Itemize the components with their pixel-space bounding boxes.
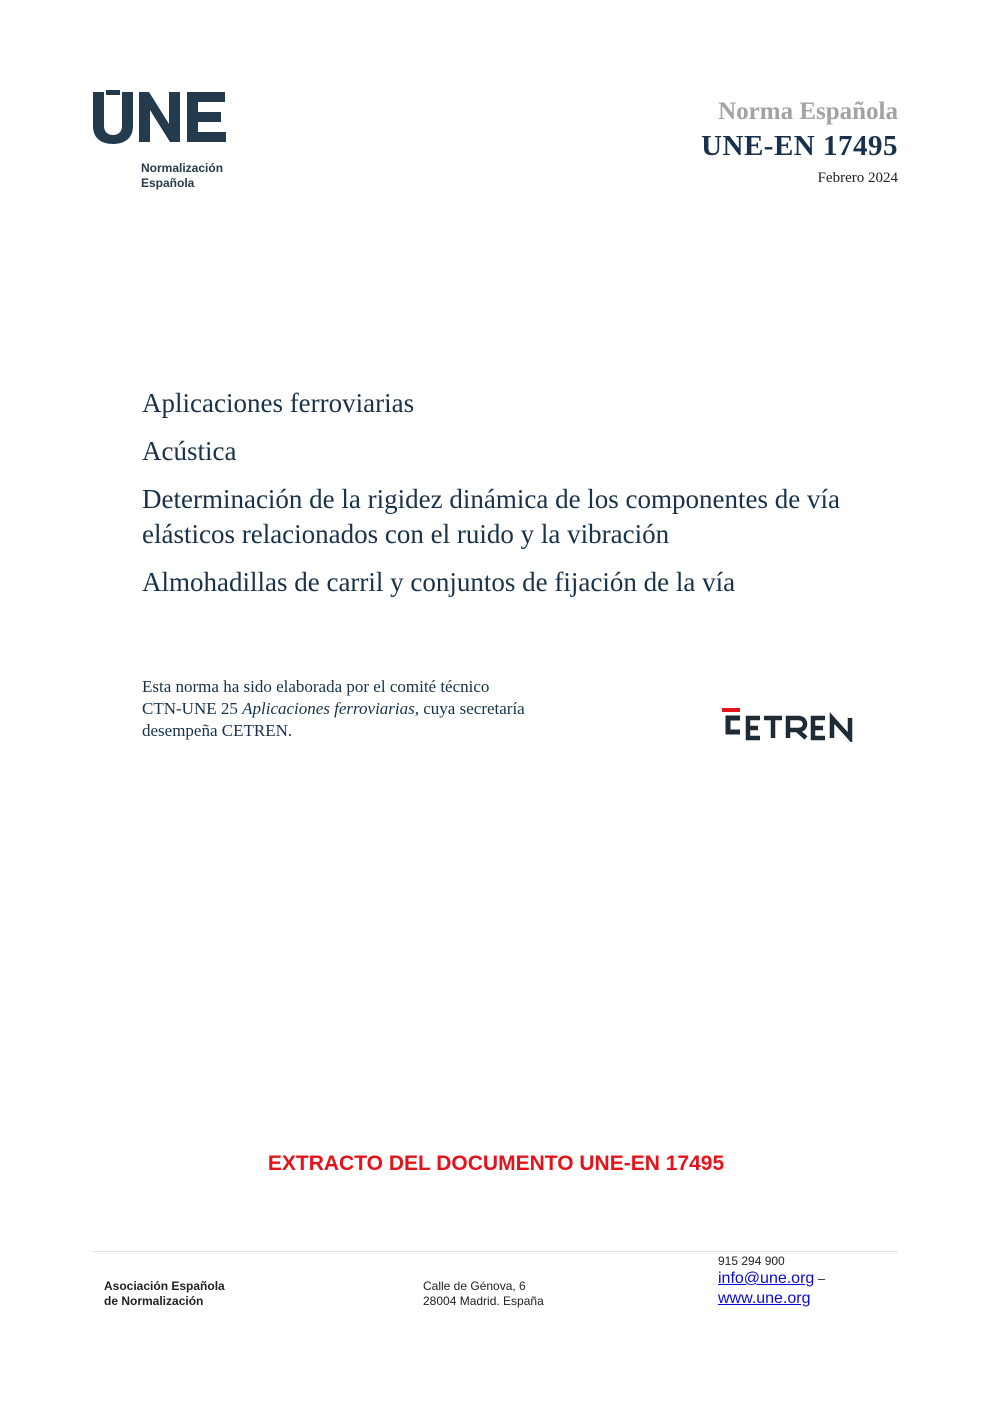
logo-sub-line1: Normalización [141,161,224,175]
contact-separator: – [814,1271,826,1286]
committee-name: Aplicaciones ferroviarias [242,699,415,718]
footer-contact [718,1253,825,1309]
committee-statement [142,676,662,742]
document-titles [142,386,902,613]
committee-line2-suffix: , cuya secretaría [414,699,525,718]
website-link[interactable]: www.une.org [718,1290,811,1307]
footer-phone: 915 294 900 [718,1254,785,1268]
email-link[interactable]: info@une.org [718,1270,815,1287]
title-2: Acústica [142,436,237,466]
standard-code: UNE-EN 17495 [701,130,898,162]
committee-line1: Esta norma ha sido elaborada por el comité técnico [142,677,490,696]
committee-line2-prefix: CTN-UNE 25 [142,699,243,718]
une-logo [93,90,227,144]
title-4: Almohadillas de carril y conjuntos de fijación de la vía [142,567,736,597]
assoc-line2: de Normalización [104,1294,204,1308]
cetren-logo [720,708,860,742]
standard-identification [701,96,898,187]
extract-notice: EXTRACTO DEL DOCUMENTO UNE-EN 17495 [267,1152,725,1175]
committee-line3: desempeña CETREN. [142,721,293,740]
title-1: Aplicaciones ferroviarias [142,388,415,418]
committee-line2 [142,698,662,720]
footer-divider [93,1251,898,1252]
standard-date: Febrero 2024 [817,170,898,186]
standard-kind: Norma Española [718,98,898,125]
cetren-logo-mark [720,708,860,742]
footer-association [104,1279,225,1309]
title-3: Determinación de la rigidez dinámica de los componentes de vía elásticos relacionados con el ruido y la vibración [142,484,840,549]
une-logo-mark [93,90,227,144]
assoc-line1: Asociación Española [104,1279,225,1293]
footer-address [423,1279,544,1309]
logo-sub-line2: Española [141,176,195,190]
une-logo-subtitle [141,161,223,191]
addr-line1: Calle de Génova, 6 [423,1279,526,1293]
addr-line2: 28004 Madrid. España [423,1294,544,1308]
